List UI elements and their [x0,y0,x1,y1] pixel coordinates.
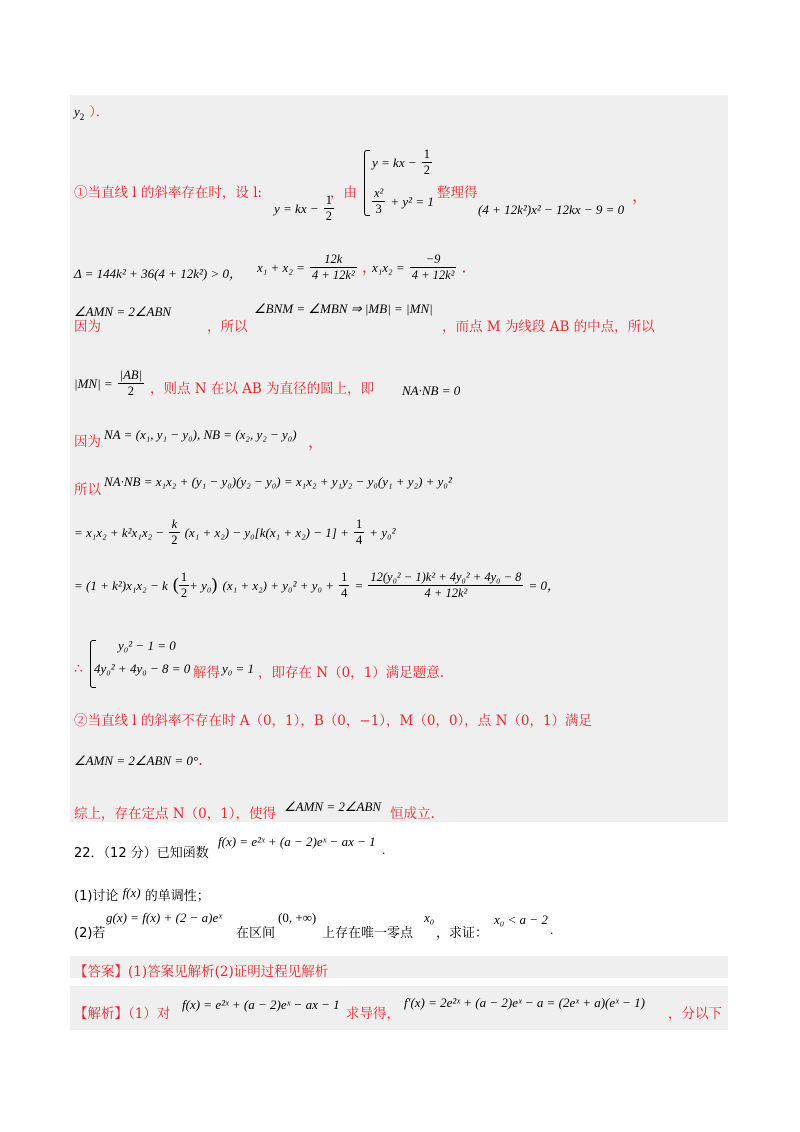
angle-line: ∠AMN = 2∠ABN [74,304,172,319]
analysis-function: f(x) = e²ˣ + (a − 2)eˣ − ax − 1 [182,997,340,1012]
q22-part2-ineq: x₀ < a − 2 [494,912,548,927]
case1-zhengli: 整理得 [437,185,478,201]
angle-eq: ∠BNM = ∠MBN ⇒ |MB| = |MN| [254,301,433,316]
system-eq1: y = kx − $\frac{1}{2}$ [372,147,430,177]
conclusion-angle: ∠AMN = 2∠ABN [284,799,382,814]
angle-tail: ，而点 M 为线段 AB 的中点，所以 [442,319,655,335]
q22-part2-mid: 在区间 [236,926,276,941]
circle-statement: ，则点 N 在以 AB 为直径的圆上，即 [150,381,375,397]
discriminant: Δ = 144k² + 36(4 + 12k²) > 0， [74,266,242,281]
system-brace [364,150,370,216]
analysis-tail: ，分以下 [668,1006,722,1022]
y0-conclusion: ，即存在 N（0，1）满足题意. [258,665,445,681]
vector-yinwei: 因为 [74,434,101,450]
expand-eq: NA·NB = x₁x₂ + (y₁ − y₀)(y₂ − y₀) = x₁x₂ + y₁y₂ − y₀(y₁ + y₂) + y₀² [104,474,452,489]
conclusion-head: 综上，存在定点 N（0，1），使得 [74,806,277,822]
expand-suoyi: 所以 [74,482,101,498]
therefore: ∴ [74,661,83,677]
dot-product-zero: NA·NB = 0 [402,383,461,398]
angle-suoyi: ，所以 [207,319,248,335]
case1-you: ，由 [330,185,357,201]
q22-dot: . [382,842,386,857]
y0-sys-eq2: 4y₀² + 4y₀ − 8 = 0 [94,661,191,676]
y0-sys-eq1: y₀² − 1 = 0 [118,638,176,653]
case1-line-eq: y = kx − $\frac{1}{2}$ [274,193,332,223]
mn-half-ab: |MN| = $\frac{|AB|}{2}$ [74,368,142,398]
expand-step2: = x₁x₂ + k²x₁x₂ − $\frac{k}{2}$ (x₁ + x₂) − y₀[k(x₁ + x₂) − 1] + $\frac{1}{4}$ + y₀² [74,517,396,547]
q22-part1: (1)讨论 f(x) 的单调性； [74,885,210,904]
vector-comma: ， [308,432,325,451]
y0-jiede: 解得 [193,665,220,681]
system-eq2: $\frac{\text{x²}}{3}$ + y² = 1 [374,186,434,216]
expand-step3: = (1 + k²)x₁x₂ − k ( $\frac{1}{2}$ + y₀) (x₁ + x₂) + y₀² + y₀ + $\frac{1}{4}$ = $\frac{\text{12(y₀² − 1)k² + 4y₀² + 4y₀ − 8}}{\text{4 + 12k²}}$ = 0， [74,570,561,600]
analysis-label: 【解析】（1）对 [74,1006,171,1022]
answer-label: 【答案】(1)答案见解析(2)证明过程见解析 [74,964,329,980]
line-y2: $y_2$ ）． [74,104,109,123]
vieta-sum: x₁ + x₂ = $\frac{12k}{\text{4 + 12k²}}$ ， [257,252,378,282]
q22-part2-qiuzheng: ，求证： [436,926,489,941]
q22-head: 22．（12 分）已知函数 [74,846,209,861]
q22-part2-x0: x₀ [424,910,435,925]
case1-head: ①当直线 l 的斜率存在时，设 l: [74,185,263,201]
case1-comma: ， [632,186,649,205]
quadratic-result: (4 + 12k²)x² − 12kx − 9 = 0 [478,202,625,217]
angle-yinwei: 因为 [74,319,101,335]
case2-head: ②当直线 l 的斜率不存在时 A（0，1），B（0，−1），M（0，0），点 N（0，1）满足 [74,713,593,729]
vieta-product: x₁x₂ = $\frac{-9}{\text{4 + 12k²}}$ ． [372,252,478,282]
vector-def: NA = (x₁, y₁ − y₀), NB = (x₂, y₂ − y₀) [104,427,297,442]
q22-part2: (2)若 [74,926,106,941]
q22-function: f(x) = e²ˣ + (a − 2)eˣ − ax − 1 [218,834,376,849]
q22-part2-interval: (0, +∞) [278,910,317,925]
q22-part2-mid2: 上存在唯一零点 [322,926,414,941]
conclusion-tail: 恒成立. [390,806,435,822]
y0-value: y₀ = 1 [222,661,255,676]
analysis-derivative: f′(x) = 2e²ˣ + (a − 2)eˣ − a = (2eˣ + a)(eˣ − 1) [404,995,645,1010]
case2-angle: ∠AMN = 2∠ABN = 0°. [74,750,204,769]
q22-part2-dot: . [550,922,554,937]
q22-part2-g: g(x) = f(x) + (2 − a)eˣ [106,910,222,925]
analysis-mid: 求导得， [346,1006,400,1022]
